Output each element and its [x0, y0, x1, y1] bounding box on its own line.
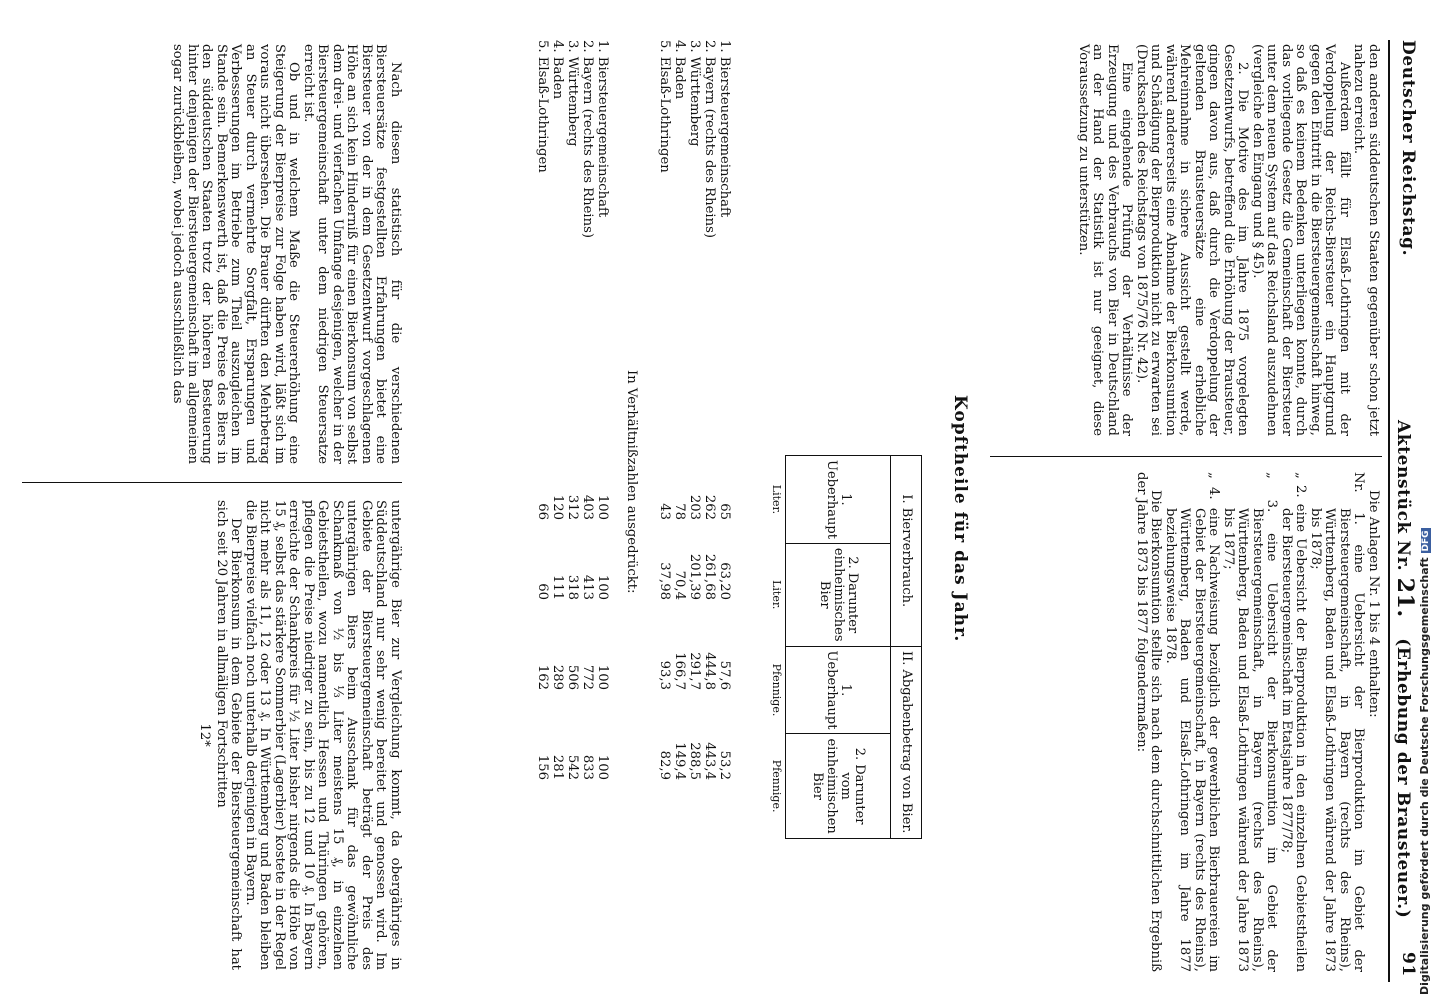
bottom-left-column	[170, 44, 402, 464]
right-column	[1134, 472, 1381, 972]
table-row: 1. Biersteuergemeinschaft 100 100 100 100	[595, 40, 610, 780]
left-column	[1076, 44, 1381, 436]
dfg-logo-badge: DFG	[1421, 530, 1431, 552]
right-outro: Die Bierkonsumtion stellte sich nach dem durchschnittlichen Ergebniß der Jahre 1873 bis 1877 folgendermaßen:	[1134, 472, 1164, 972]
watermark-text: Digitalisierung gefördert durch die Deutsche Forschungsgemeinschaft	[1418, 557, 1431, 995]
table-row: 4. Baden 78 70,4 166,7 149,4	[672, 40, 687, 780]
bottom-right-paragraph-2: Der Bierkonsum in dem Gebiete der Biersteuergemeinschaft hat sich seit 20 Jahren in allmäligen Fortschritten	[214, 500, 244, 970]
table-row: 1. Biersteuergemeinschaft 65 63,20 57,6 53,2	[717, 40, 732, 780]
bottom-column-divider	[22, 482, 402, 483]
page-number: 91	[1398, 952, 1418, 977]
left-paragraph-4: Eine eingehende Prüfung der Verhältnisse der Erzeugung und des Verbrauchs von Bier in Deutschland an der Hand der Statistik ist nur geeignet, diese Voraussetzung zu unterstützen.	[1076, 44, 1135, 436]
bottom-left-paragraph-1: Nach diesen statistisch für die verschiedenen Biersteuersätze festgestellten Erfahrungen bietet eine Biersteuer von der in dem Gesetzentwurf vorgeschlagenen Höhe an sich kein Hinderniß für einen Bierkonsum von selbst dem drei- und vierfachen Umfange desjenigen, welcher in der Biersteuergemeinschaft unter dem niedrigen Steuersatze erreicht ist.	[301, 44, 403, 464]
table-row: 5. Elsaß-Lothringen 43 37,98 93,3 82,9	[657, 40, 672, 780]
bottom-left-paragraph-2: Ob und in welchem Maße die Steuererhöhung eine Steigerung der Bierpreise zur Folge haben wird, läßt sich im voraus nicht übersehen. Die Brauer dürften den Mehrbetrag an Steuer durch vermehrte Sorgfalt, Ersparungen und Verbesserungen im Betriebe zum Theil auszugleichen im Stande sein. Bemerkenswerth ist, daß die Preise des Biers in den süddeutschen Staaten trotz der höheren Besteuerung hinter denjenigen der Biersteuergemeinschaft im allgemeinen sogar zurückbleiben, wobei jedoch ausschließlich das	[170, 44, 302, 464]
running-head-label: Aktenstück Nr.	[1393, 420, 1413, 572]
header-group-consumption: I. Bierverbrauch.	[891, 456, 922, 647]
table-row: 3. Württemberg 312 318 506 542	[565, 40, 580, 780]
bottom-right-column	[197, 500, 402, 970]
left-paragraph-3: 2. Die Motive des im Jahre 1875 vorgelegten Gesetzentwurfs, betreffend die Erhöhung der Brausteuer, gingen davon aus, daß durch die Verdoppelung der geltenden Brausteuersätze eine erhebliche Mehreinnahme in sichere Aussicht gestellt werde, während andererseits eine Abnahme der Bierkonsumtion und Schädigung der Bierproduktion nicht zu erwarten sei (Drucksachen des Reichstags von 1875/76 Nr. 42).	[1134, 44, 1251, 436]
annex-item-3: „ 3. eine Uebersicht der Bierkonsumtion im Gebiet der Biersteuergemeinschaft, in Bayern (rechts des Rheins), Württemberg, Baden und Elsaß-Lothringen während der Jahre 1873 bis 1877;	[1221, 472, 1280, 972]
table-row: 4. Baden 120 111 289 281	[550, 40, 565, 780]
column-divider	[990, 456, 1382, 457]
ratio-heading: In Verhältnißzahlen ausgedrückt:	[624, 370, 639, 594]
running-head-center	[1392, 420, 1418, 918]
running-head-number: 21.	[1392, 577, 1418, 618]
header-total-consumption: 1. Ueberhaupt	[786, 456, 891, 544]
annex-item-2: „ 2. eine Uebersicht der Bierproduktion in den einzelnen Gebietstheilen der Biersteuergemeinschaft im Etatsjahre 1877/78;	[1279, 472, 1309, 972]
table-row: 3. Württemberg 203 201,39 291,7 288,5	[687, 40, 702, 780]
header-domestic-tax: 2. Darunter vom einheimischen Bier	[786, 734, 891, 838]
annex-item-4: „ 4. eine Nachweisung bezüglich der gewerblichen Bierbrauereien im Gebiet der Biersteuergemeinschaft, in Bayern (rechts des Rheins), Württemberg, Baden und Elsaß-Lothringen im Jahre 1877 beziehungsweise 1878.	[1163, 472, 1222, 973]
header-rule	[1388, 40, 1390, 982]
bottom-right-paragraph-1: untergährige Bier zur Vergleichung kommt, da obergähriges in Süddeutschland nur sehr wenig bereitet und genossen wird. Im Gebiete der Biersteuergemeinschaft beträgt der Preis des untergährigen Biers beim Ausschank für das gewöhnliche Schankmaß von ½ bis ⅓ Liter meistens 15 ₰, in einzelnen Gebietstheilen, wozu namentlich Hessen und Thüringen gehören, pflegen die Preise niedriger zu sein, bis zu 12 und 10 ₰. In Bayern erreichte der Schankpreis für ½ Liter bisher nirgends die Höhe von 15 ₰, selbst das stärkere Sommerbier (Lagerbier) kostete in der Regel nicht mehr als 11, 12 oder 13 ₰. In Württemberg und Baden bleiben die Bierpreise vielfach noch unterhalb derjenigen in Bayern.	[243, 500, 403, 970]
annex-item-1: Nr. 1. eine Uebersicht der Bierproduktion im Gebiet der Biersteuergemeinschaft, in Bayern (rechts des Rheins), Württemberg, Baden und Elsaß-Lothringen während der Jahre 1873 bis 1878;	[1308, 472, 1367, 972]
table-body	[535, 40, 732, 980]
header-domestic-consumption: 2. Darunter einheimisches Bier	[786, 543, 891, 646]
left-paragraph-2: Außerdem fällt für Elsaß-Lothringen mit der Verdoppelung der Reichs-Biersteuer ein Hauptgrund gegen den Eintritt in die Biersteuergemeinschaft hinweg, so daß es keinem Bedenken unterliegen konnte, durch das vorliegende Gesetz die Gemeinschaft der Biersteuer unter dem neuen System auf das Reichsland auszudehnen (vergleiche den Eingang und § 45).	[1250, 44, 1352, 436]
header-total-tax: 1. Ueberhaupt	[786, 646, 891, 734]
unit-liter-2: Liter.	[770, 580, 783, 610]
table-header	[767, 455, 922, 839]
unit-pfennige-1: Pfennige.	[770, 663, 783, 717]
header-group-tax: II. Abgabenbetrag von Bier.	[891, 646, 922, 838]
left-paragraph-1: den anderen süddeutschen Staaten gegenüber schon jetzt nahezu erreicht.	[1351, 44, 1381, 436]
table-row: 5. Elsaß-Lothringen 66 60 162 156	[535, 40, 550, 780]
signature-mark: 12*	[197, 723, 213, 747]
right-intro: Die Anlagen Nr. 1 bis 4 enthalten:	[1366, 490, 1381, 718]
running-head-subject: (Erhebung der Brausteuer.)	[1393, 638, 1413, 919]
table-row: 2. Bayern (rechts des Rheins) 262 261,68 444,8 443,4	[702, 40, 717, 780]
unit-liter-1: Liter.	[770, 484, 783, 515]
table-title: Kopftheile für das Jahr.	[950, 395, 970, 643]
running-head-left: Deutscher Reichstag.	[1398, 40, 1418, 257]
unit-pfennige-2: Pfennige.	[770, 759, 783, 813]
dfg-watermark	[1418, 528, 1431, 995]
table-row: 2. Bayern (rechts des Rheins) 403 413 772 833	[580, 40, 595, 780]
